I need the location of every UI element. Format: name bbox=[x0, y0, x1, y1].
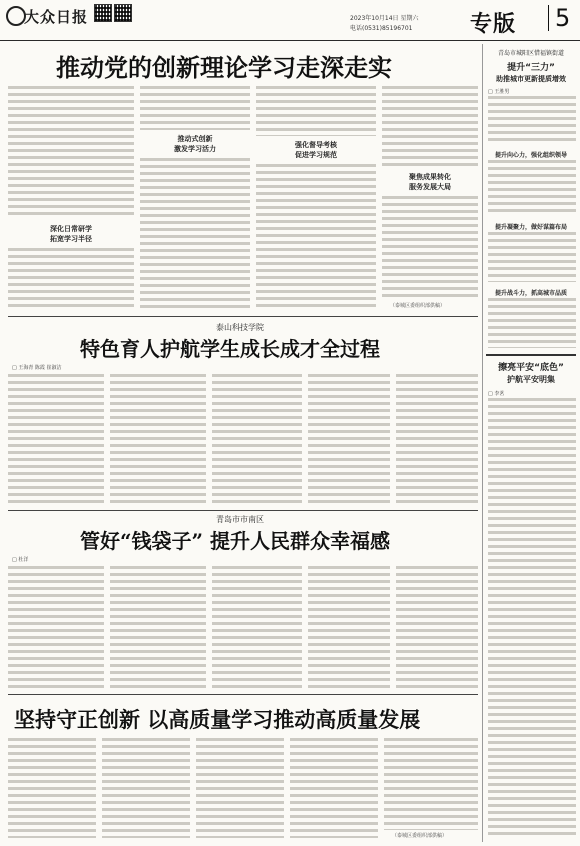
sidebar-feature-body bbox=[488, 398, 576, 838]
article3-body bbox=[110, 566, 206, 688]
article3-body bbox=[8, 566, 104, 688]
article1-subhead: 服务发展大局 bbox=[409, 183, 451, 191]
article4-body bbox=[8, 738, 96, 838]
article1-source: （泰城区委组织部供稿） bbox=[390, 303, 446, 309]
article2-body bbox=[396, 374, 478, 506]
article3-body bbox=[308, 566, 390, 688]
sidebar-kicker: 青岛市城阳区惜福镇街道 bbox=[497, 50, 564, 57]
sidebar-feature-title: 擦亮平安“底色” bbox=[498, 363, 564, 373]
article1-body bbox=[382, 196, 478, 300]
article2-kicker: 泰山科技学院 bbox=[216, 323, 264, 332]
article4-body bbox=[196, 738, 284, 838]
issue-date: 2023年10月14日 星期六 bbox=[350, 15, 419, 22]
article4-title: 坚持守正创新 以高质量学习推动高质量发展 bbox=[14, 707, 421, 732]
sidebar-title-line2: 助推城市更新提质增效 bbox=[496, 75, 566, 83]
article1-subhead: 拓宽学习半径 bbox=[50, 235, 92, 243]
article2-body bbox=[110, 374, 206, 506]
article2-title: 特色育人护航学生成长成才全过程 bbox=[80, 337, 380, 361]
sidebar-feature-sub: 护航平安明集 bbox=[507, 375, 555, 384]
article1-subhead: 强化督导考核 bbox=[295, 141, 337, 149]
article1-subhead: 聚焦成果转化 bbox=[409, 173, 451, 181]
divider bbox=[8, 694, 478, 695]
article1-body bbox=[382, 86, 478, 168]
article1-body bbox=[140, 86, 250, 130]
article1-title: 推动党的创新理论学习走深走实 bbox=[56, 53, 392, 82]
article1-body bbox=[8, 248, 134, 308]
article4-body bbox=[290, 738, 378, 838]
sidebar-subhead: 提升向心力，强化组织领导 bbox=[494, 152, 567, 159]
article1-subhead: 推动式创新 bbox=[177, 135, 213, 143]
article4-body bbox=[384, 738, 478, 830]
qr-code-icon bbox=[94, 4, 112, 22]
sidebar-byline: □ 王胜男 bbox=[488, 89, 510, 95]
article2-body bbox=[212, 374, 302, 506]
article3-body bbox=[212, 566, 302, 688]
article1-body bbox=[256, 164, 376, 308]
article2-body bbox=[8, 374, 104, 506]
article1-body bbox=[8, 86, 134, 218]
sidebar-body bbox=[488, 298, 576, 348]
article4-body bbox=[102, 738, 190, 838]
column-separator bbox=[482, 44, 483, 842]
article2-byline: □ 王海青 陈霞 崔淑洁 bbox=[12, 365, 62, 371]
sidebar-title-line1: 提升“三力” bbox=[507, 63, 555, 73]
sidebar-body bbox=[488, 160, 576, 216]
sidebar-divider bbox=[486, 354, 576, 356]
article3-body bbox=[396, 566, 478, 688]
article1-subhead: 深化日常研学 bbox=[50, 225, 92, 233]
contact-phone: 电话(0531)85196701 bbox=[350, 25, 413, 32]
qr-code-icon bbox=[114, 4, 132, 22]
article2-body bbox=[308, 374, 390, 506]
divider bbox=[8, 510, 478, 511]
sidebar-body bbox=[488, 96, 576, 144]
page-number: 5 bbox=[548, 5, 570, 31]
sidebar-feature-byline: □ 李茗 bbox=[488, 391, 505, 397]
masthead bbox=[0, 0, 580, 41]
article1-subhead: 激发学习活力 bbox=[174, 145, 216, 153]
logo-emblem-icon bbox=[6, 6, 26, 26]
divider bbox=[8, 316, 478, 317]
sidebar-subhead: 提升凝聚力，做好谋篇布局 bbox=[494, 224, 567, 231]
paper-logo: 大众日报 bbox=[24, 8, 89, 26]
article1-body bbox=[256, 86, 376, 136]
article3-byline: □ 杜洋 bbox=[12, 557, 29, 563]
section-title: 专版 bbox=[470, 12, 517, 37]
article4-source: （泰城区委组织部供稿） bbox=[392, 833, 448, 839]
sidebar-body bbox=[488, 232, 576, 282]
article3-kicker: 青岛市市南区 bbox=[216, 515, 264, 524]
article1-subhead: 促进学习规范 bbox=[295, 151, 337, 159]
article1-body bbox=[140, 158, 250, 308]
sidebar-subhead: 提升战斗力，抓高城市品质 bbox=[494, 290, 567, 297]
article3-title: 管好“钱袋子” 提升人民群众幸福感 bbox=[80, 529, 390, 553]
